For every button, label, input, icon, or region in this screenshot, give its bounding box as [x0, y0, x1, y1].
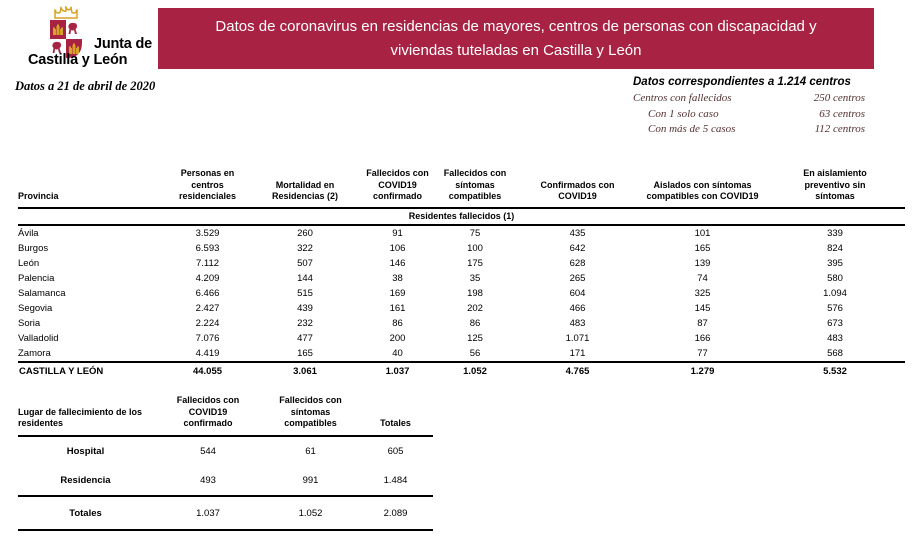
value-cell: 544 — [200, 446, 216, 457]
value-cell: 202 — [467, 303, 483, 314]
value-cell: 991 — [302, 475, 319, 486]
value-cell: 169 — [389, 288, 406, 299]
value-cell: 75 — [469, 228, 481, 239]
province-label: Soria — [18, 318, 41, 329]
value-cell: 325 — [694, 288, 711, 299]
value-cell: 106 — [389, 243, 406, 254]
value-cell: 605 — [387, 446, 404, 457]
value-cell: 4.209 — [195, 273, 220, 284]
value-cell: 576 — [827, 303, 843, 314]
date-note: Datos a 21 de abril de 2020 — [15, 79, 156, 93]
value-cell: 580 — [827, 273, 843, 284]
value-cell: 628 — [569, 258, 586, 269]
summary-label: Centros con fallecidos — [633, 92, 732, 104]
col-header: Fallecidos con síntomas compatibles — [443, 167, 507, 202]
total-value-cell: 1.279 — [640, 362, 765, 381]
total-value-cell: 1.052 — [263, 496, 358, 530]
total-value-cell: 1.037 — [153, 496, 263, 530]
table-row — [18, 436, 433, 466]
total-value-cell: 4.765 — [515, 362, 640, 381]
provinces-table — [18, 147, 905, 381]
value-cell: 7.112 — [195, 258, 220, 269]
col-header: Personas en centros residenciales — [178, 167, 237, 202]
value-cell: 86 — [392, 318, 403, 329]
col-header-provincia: Provincia — [18, 191, 59, 202]
page-title-line1: Datos de coronavirus en residencias de mayores, centros de personas con discapacidad y — [215, 18, 817, 36]
summary-label: Con más de 5 casos — [648, 123, 736, 135]
value-cell: 35 — [469, 273, 481, 284]
value-cell: 673 — [827, 318, 843, 329]
value-cell: 100 — [467, 243, 483, 254]
value-cell: 145 — [694, 303, 711, 314]
value-cell: 200 — [389, 333, 406, 344]
col-header: Fallecidos con COVID19 confirmado — [366, 167, 429, 202]
province-label: Zamora — [18, 348, 51, 359]
value-cell: 466 — [569, 303, 586, 314]
value-cell: 161 — [389, 303, 406, 314]
col-header: Fallecidos con síntomas compatibles — [263, 384, 358, 436]
value-cell: 507 — [297, 258, 313, 269]
total-row — [18, 496, 433, 530]
province-label: Ávila — [18, 228, 39, 239]
logo-text-line1: Junta de — [94, 36, 153, 52]
total-value-cell: 5.532 — [765, 362, 905, 381]
centers-summary — [633, 76, 865, 138]
value-cell: 91 — [392, 228, 403, 239]
table-row — [18, 466, 433, 496]
summary-row — [633, 122, 865, 138]
value-cell: 38 — [392, 273, 403, 284]
value-cell: 260 — [297, 228, 313, 239]
col-header: En aislamiento preventivo sin síntomas — [803, 167, 867, 202]
value-cell: 61 — [305, 446, 316, 457]
total-label: CASTILLA Y LEÓN — [18, 362, 165, 381]
value-cell: 477 — [297, 333, 313, 344]
value-cell: 166 — [694, 333, 711, 344]
table-row — [18, 241, 905, 256]
value-cell: 2.427 — [195, 303, 220, 314]
header-row — [18, 384, 433, 436]
title-banner — [158, 8, 874, 69]
value-cell: 642 — [569, 243, 586, 254]
value-cell: 165 — [694, 243, 711, 254]
value-cell: 483 — [569, 318, 586, 329]
value-cell: 87 — [697, 318, 708, 329]
place-of-death-table — [18, 384, 433, 531]
junta-logo — [28, 6, 168, 72]
col-header: Fallecidos con COVID19 confirmado — [153, 384, 263, 436]
value-cell: 40 — [392, 348, 403, 359]
col-header-lugar: Lugar de fallecimiento de los residentes — [18, 384, 153, 436]
place-label: Residencia — [60, 475, 111, 486]
col-header: Totales — [358, 384, 433, 436]
subheader-label: Residentes fallecidos (1) — [18, 208, 905, 225]
table-row — [18, 271, 905, 286]
place-label: Hospital — [66, 446, 105, 457]
value-cell: 146 — [389, 258, 406, 269]
value-cell: 139 — [694, 258, 711, 269]
value-cell: 339 — [827, 228, 843, 239]
value-cell: 198 — [467, 288, 483, 299]
table-row — [18, 256, 905, 271]
value-cell: 232 — [297, 318, 313, 329]
value-cell: 171 — [569, 348, 586, 359]
value-cell: 1.484 — [383, 475, 408, 486]
province-label: Segovia — [18, 303, 53, 314]
subheader-row — [18, 208, 905, 225]
value-cell: 483 — [827, 333, 843, 344]
total-value-cell: 44.055 — [165, 362, 250, 381]
value-cell: 74 — [697, 273, 708, 284]
province-label: Burgos — [18, 243, 49, 254]
col-header: Aislados con síntomas compatibles con COVID19 — [646, 179, 759, 202]
value-cell: 568 — [827, 348, 843, 359]
value-cell: 604 — [569, 288, 586, 299]
value-cell: 86 — [469, 318, 481, 329]
page-title — [215, 15, 816, 62]
summary-value: 63 centros — [819, 107, 865, 120]
value-cell: 493 — [200, 475, 216, 486]
value-cell: 1.094 — [823, 288, 847, 299]
value-cell: 265 — [569, 273, 586, 284]
value-cell: 6.593 — [195, 243, 220, 254]
province-label: Salamanca — [18, 288, 66, 299]
total-value-cell: 2.089 — [358, 496, 433, 530]
value-cell: 101 — [694, 228, 711, 239]
value-cell: 322 — [297, 243, 313, 254]
value-cell: 2.224 — [195, 318, 220, 329]
summary-label: Con 1 solo caso — [648, 107, 719, 120]
summary-title: Datos correspondientes a 1.214 centros — [633, 76, 851, 88]
value-cell: 175 — [467, 258, 483, 269]
summary-value: 112 centros — [814, 123, 865, 135]
total-value-cell: 1.037 — [360, 362, 435, 381]
total-label: Totales — [18, 496, 153, 530]
summary-row — [633, 91, 865, 107]
table-row — [18, 316, 905, 331]
col-header: Confirmados con COVID19 — [540, 179, 615, 202]
value-cell: 1.071 — [565, 333, 590, 344]
value-cell: 144 — [297, 273, 313, 284]
table-row — [18, 225, 905, 241]
province-label: Valladolid — [18, 333, 59, 344]
value-cell: 824 — [827, 243, 843, 254]
value-cell: 7.076 — [195, 333, 220, 344]
province-label: León — [18, 258, 40, 269]
value-cell: 3.529 — [195, 228, 220, 239]
page-title-line2: viviendas tuteladas en Castilla y León — [390, 41, 642, 59]
value-cell: 6.466 — [195, 288, 220, 299]
table-row — [18, 286, 905, 301]
col-header: Mortalidad en Residencias (2) — [271, 179, 339, 202]
province-label: Palencia — [18, 273, 55, 284]
value-cell: 4.419 — [195, 348, 220, 359]
table-row — [18, 346, 905, 362]
total-value-cell: 1.052 — [435, 362, 515, 381]
value-cell: 56 — [469, 348, 481, 359]
value-cell: 395 — [827, 258, 843, 269]
summary-value: 250 centros — [813, 92, 865, 104]
summary-row — [633, 107, 865, 123]
value-cell: 125 — [467, 333, 483, 344]
value-cell: 439 — [297, 303, 313, 314]
value-cell: 165 — [297, 348, 313, 359]
header-row — [18, 147, 905, 208]
logo-text-line2: Castilla y León — [28, 52, 128, 68]
total-value-cell: 3.061 — [250, 362, 360, 381]
table-row — [18, 331, 905, 346]
value-cell: 77 — [697, 348, 708, 359]
value-cell: 435 — [569, 228, 586, 239]
value-cell: 515 — [297, 288, 313, 299]
table-row — [18, 301, 905, 316]
total-row — [18, 362, 905, 381]
